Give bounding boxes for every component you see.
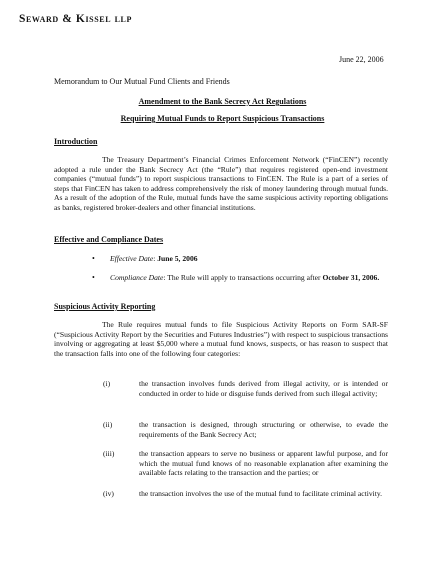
- category-number: (i): [103, 379, 111, 388]
- compliance-date-text: [110, 273, 388, 283]
- introduction-heading: Introduction: [54, 137, 98, 146]
- document-subtitle: Requiring Mutual Funds to Report Suspicious Transactions: [120, 114, 325, 123]
- reporting-paragraph: The Rule requires mutual funds to file Suspicious Activity Reports on Form SAR-SF (“Suspicious Activity Report by the Securities and Futures Industries”) with respect to suspicious transactions involving or aggregating at least $5,000 where a mutual fund knows, suspects, or has reason to suspect that the transaction falls into one of the following four categories:: [54, 320, 388, 358]
- effective-date-label: Effective Date: [110, 254, 154, 263]
- category-number: (iv): [103, 489, 114, 498]
- compliance-date-label: Compliance Date: [110, 273, 164, 282]
- category-text: the transaction involves the use of the mutual fund to facilitate criminal activity.: [139, 489, 383, 498]
- bullet-icon: •: [92, 273, 95, 282]
- category-number: (ii): [103, 420, 113, 429]
- category-text: the transaction involves funds derived from illegal activity, or is intended or conducted in order to hide or disguise funds derived from such illegal activity;: [139, 379, 388, 398]
- category-text: the transaction appears to serve no business or apparent lawful purpose, and for which the mutual fund knows of no reasonable explanation after examining the available facts relating to the transaction and the parties; or: [139, 449, 388, 478]
- effective-date-text: Effective Date: June 5, 2006: [110, 254, 198, 263]
- document-title: Amendment to the Bank Secrecy Act Regulations: [138, 97, 307, 106]
- effective-date-value: June 5, 2006: [157, 254, 198, 263]
- introduction-paragraph: The Treasury Department’s Financial Crimes Enforcement Network (“FinCEN”) recently adopted a rule under the Bank Secrecy Act (the “Rule”) that requires registered open-end investment companies (“mutual funds”) to report suspicious transactions to FinCEN. The Rule is a part of a series of steps that FinCEN has taken to address comprehensively the risk of money laundering through mutual funds. As a result of the adoption of the Rule, mutual funds have the same suspicious activity reporting obligations as banks, registered broker-dealers and other financial institutions.: [54, 155, 388, 212]
- category-number: (iii): [103, 449, 115, 458]
- dates-heading: Effective and Compliance Dates: [54, 235, 164, 244]
- category-text: the transaction is designed, through structuring or otherwise, to evade the requirements of the Bank Secrecy Act;: [139, 420, 388, 439]
- reporting-heading: Suspicious Activity Reporting: [54, 302, 156, 311]
- memo-recipients: Memorandum to Our Mutual Fund Clients and Friends: [54, 77, 230, 86]
- compliance-date-value: October 31, 2006.: [322, 273, 380, 282]
- bullet-icon: •: [92, 254, 95, 263]
- compliance-date-body: : The Rule will apply to transactions occurring after: [163, 273, 323, 282]
- firm-letterhead: Seward & Kissel llp: [19, 13, 132, 25]
- memo-date: June 22, 2006: [339, 55, 384, 64]
